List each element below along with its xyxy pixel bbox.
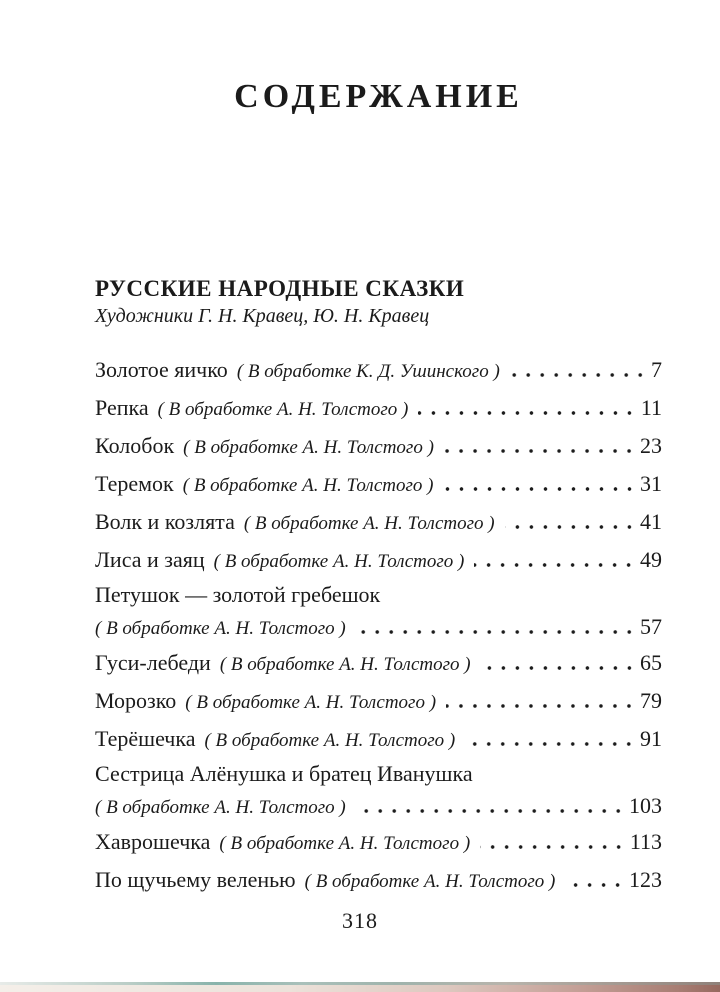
- toc-entry: [95, 351, 662, 389]
- toc-list: [95, 351, 662, 899]
- toc-entry: [95, 389, 662, 427]
- toc-entry-title: Волк и козлята: [95, 509, 235, 534]
- toc-entry: [95, 427, 662, 465]
- toc-entry: [95, 465, 662, 503]
- toc-entry-note: ( В обработке А. Н. Толстого ): [185, 692, 437, 713]
- toc-entry-continuation: [95, 610, 662, 644]
- toc-entry-note: ( В обработке А. Н. Толстого ): [243, 513, 495, 534]
- toc-entry-page: 7: [651, 357, 662, 382]
- toc-entry: [95, 758, 662, 789]
- dot-leader: [565, 883, 625, 887]
- toc-entry-note: ( В обработке А. Н. Толстого ): [183, 437, 434, 458]
- dot-leader: [480, 845, 626, 849]
- section-subheading: Художники Г. Н. Кравец, Ю. Н. Кравец: [95, 305, 430, 327]
- toc-entry-note: ( В обработке А. Н. Толстого ): [304, 871, 556, 892]
- toc-entry-title: Теремок: [95, 471, 174, 496]
- toc-entry-title: Золотое яичко: [95, 357, 228, 382]
- page-title: СОДЕРЖАНИЕ: [234, 78, 523, 115]
- toc-entry-page: 113: [629, 829, 662, 854]
- toc-entry-title: Терёшечка: [95, 726, 196, 751]
- toc-entry: [95, 720, 662, 758]
- toc-entry-note: ( В обработке А. Н. Толстого ): [182, 475, 434, 496]
- toc-entry-title: По щучьему веленью: [95, 867, 296, 892]
- dot-leader: [444, 449, 636, 453]
- toc-entry-title: Гуси-лебеди: [95, 650, 211, 675]
- dot-leader: [418, 411, 636, 415]
- toc-entry-title: Морозко: [95, 688, 177, 713]
- dot-leader: [510, 373, 647, 377]
- footer-page-number: 318: [342, 908, 378, 933]
- dot-leader: [356, 809, 625, 813]
- dot-leader: [465, 742, 636, 746]
- toc-entry-page: 123: [629, 867, 662, 892]
- toc-entry-note: ( В обработке К. Д. Ушинского ): [236, 361, 500, 382]
- toc-entry-note: ( В обработке А. Н. Толстого ): [95, 797, 346, 818]
- toc-entry-page: 11: [640, 395, 662, 420]
- dot-leader: [481, 666, 636, 670]
- toc-entry: [95, 541, 662, 579]
- toc-entry-page: 31: [640, 471, 662, 496]
- dot-leader: [474, 563, 636, 567]
- toc-entry-continuation: [95, 789, 662, 823]
- toc-entry-note: ( В обработке А. Н. Толстого ): [219, 654, 471, 675]
- toc-entry-note: ( В обработке А. Н. Толстого ): [157, 399, 409, 420]
- toc-entry-page: 91: [640, 726, 662, 751]
- toc-entry-title: Сестрица Алёнушка и братец Иванушка: [95, 761, 473, 786]
- toc-entry-title: Хаврошечка: [95, 829, 211, 854]
- toc-entry-page: 57: [640, 614, 662, 639]
- dot-leader: [446, 704, 636, 708]
- toc-entry-title: Петушок — золотой гребешок: [95, 582, 381, 607]
- section-heading: РУССКИЕ НАРОДНЫЕ СКАЗКИ: [95, 276, 465, 301]
- dot-leader: [505, 525, 636, 529]
- toc-entry: [95, 861, 662, 899]
- toc-entry-page: 41: [640, 509, 662, 534]
- toc-entry-page: 79: [640, 688, 662, 713]
- section-header: [95, 274, 662, 330]
- toc-entry-page: 103: [629, 793, 662, 818]
- toc-entry-title: Лиса и заяц: [95, 547, 205, 572]
- toc-entry: [95, 579, 662, 610]
- toc-entry: [95, 503, 662, 541]
- toc-entry-note: ( В обработке А. Н. Толстого ): [219, 833, 471, 854]
- toc-entry-title: Колобок: [95, 433, 175, 458]
- toc-entry-page: 65: [640, 650, 662, 675]
- dot-leader: [356, 630, 636, 634]
- toc-entry: [95, 644, 662, 682]
- dot-leader: [444, 487, 636, 491]
- toc-entry-page: 49: [640, 547, 662, 572]
- toc-entry: [95, 823, 662, 861]
- toc-entry-note: ( В обработке А. Н. Толстого ): [204, 730, 456, 751]
- book-cover-edge: [0, 985, 720, 992]
- toc-entry: [95, 682, 662, 720]
- toc-entry-page: 23: [640, 433, 662, 458]
- toc-entry-note: ( В обработке А. Н. Толстого ): [95, 618, 346, 639]
- toc-entry-note: ( В обработке А. Н. Толстого ): [213, 551, 465, 572]
- page-bottom-edge: [0, 982, 720, 992]
- toc-entry-title: Репка: [95, 395, 149, 420]
